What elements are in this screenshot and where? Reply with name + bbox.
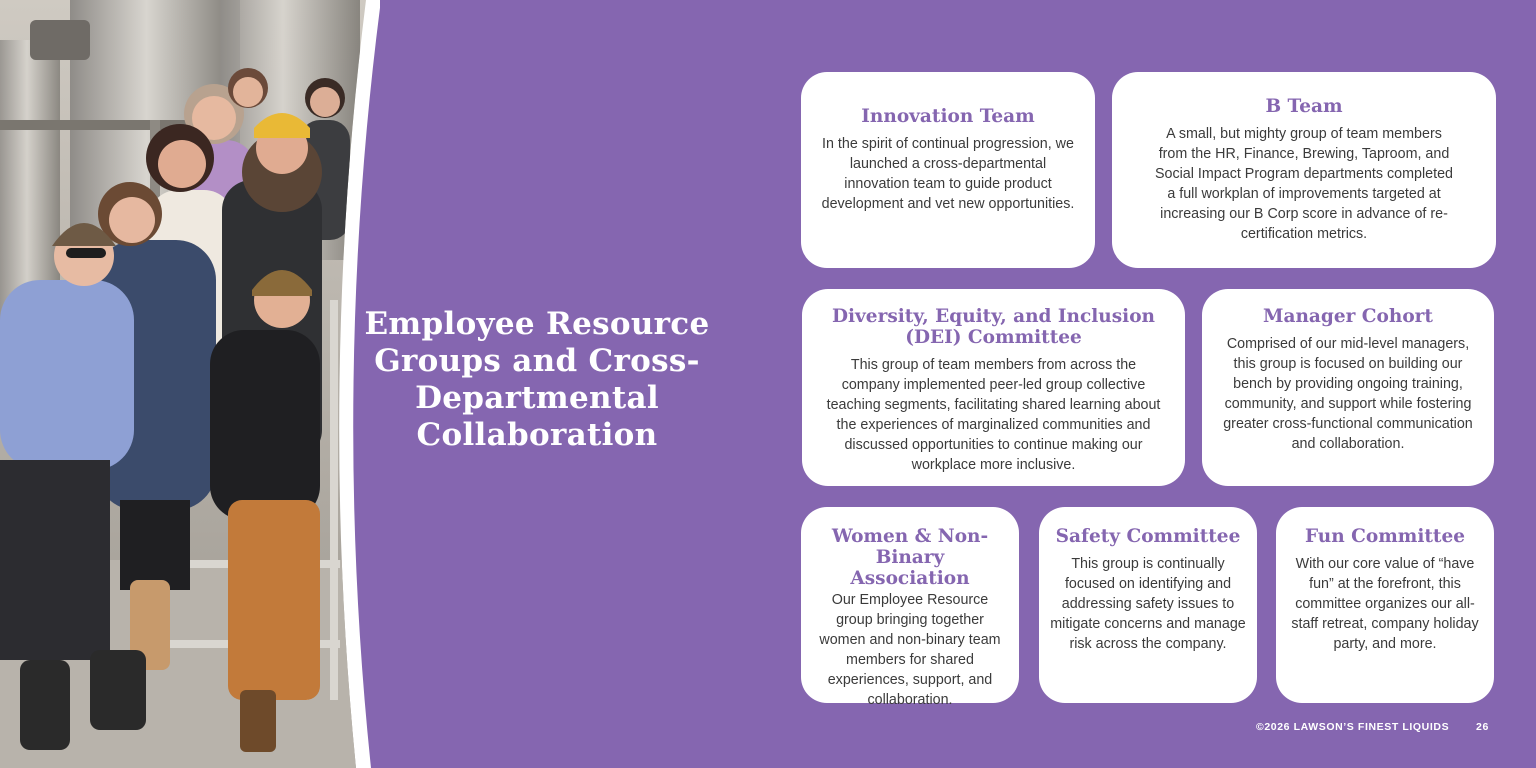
card-body: This group of team members from across the company implemented peer-led group collective teaching segments, facilitating shared learning about the experiences of marginalized communities and discussed opportunities to continue making our workplace more inclusive. — [826, 357, 1161, 473]
card-title: B Team — [1265, 96, 1343, 117]
card-dei-committee — [802, 289, 1185, 486]
card-b-team — [1112, 72, 1496, 268]
card-title: Innovation Team — [861, 106, 1035, 127]
group-photo-illustration — [0, 0, 380, 768]
card-title: Fun Committee — [1304, 526, 1466, 547]
card-title: Diversity, Equity, and Inclusion (DEI) Committee — [831, 306, 1155, 348]
card-body: In the spirit of continual progression, we launched a cross-departmental innovation team to guide product development and vet new opportunities. — [821, 136, 1075, 212]
card-title: Safety Committee — [1055, 526, 1241, 547]
card-body: This group is continually focused on identifying and addressing safety issues to mitigate concerns and manage risk across the company. — [1050, 556, 1246, 652]
card-manager-cohort — [1202, 289, 1494, 486]
card-body: Comprised of our mid-level managers, this group is focused on building our bench by providing ongoing training, community, and support while fostering greater cross-functional communication and collaboration. — [1223, 336, 1473, 452]
footer-copyright: ©2026 LAWSON’S FINEST LIQUIDS — [1256, 721, 1450, 733]
group-photo — [0, 0, 380, 768]
card-title: Manager Cohort — [1263, 306, 1433, 327]
card-innovation-team — [801, 72, 1095, 268]
card-women-non-binary-association — [801, 507, 1019, 708]
card-body: Our Employee Resource group bringing together women and non-binary team members for shared experiences, support, and collaboration. — [819, 592, 1001, 708]
page-number: 26 — [1476, 721, 1489, 733]
card-body: A small, but mighty group of team members from the HR, Finance, Brewing, Taproom, and Social Impact Program departments completed a full workplan of improvements targeted at increasing our B Corp score in advance of re-certification metrics. — [1155, 126, 1453, 242]
card-safety-committee — [1039, 507, 1257, 703]
card-fun-committee — [1276, 507, 1494, 703]
section-headline: Employee Resource Groups and Cross-Departmental Collaboration — [364, 306, 710, 453]
card-body: With our core value of “have fun” at the forefront, this committee organizes our all-staff retreat, company holiday party, and more. — [1291, 556, 1479, 652]
card-title: Women & Non-Binary Association — [831, 526, 989, 589]
